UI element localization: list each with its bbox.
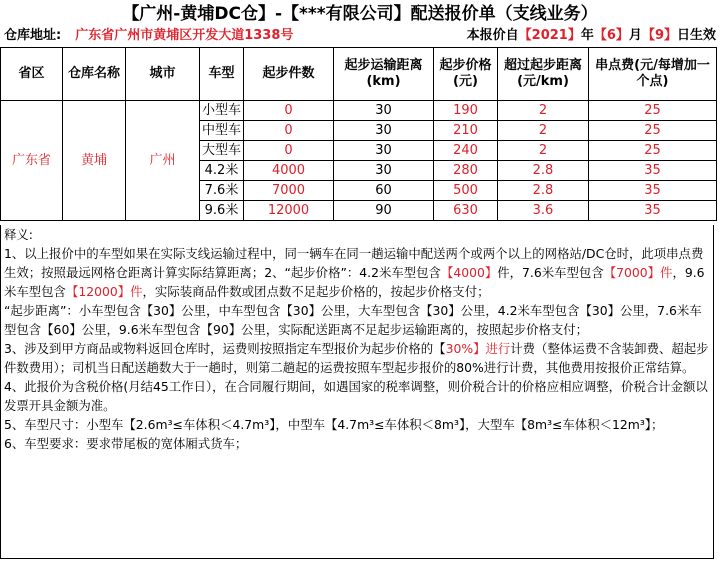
note-1-text-3: ，9.6米车型包含 [4, 265, 705, 299]
note-3-percent: 30%】进行 [445, 341, 511, 356]
cell-price: 210 [434, 121, 498, 141]
note-1-pieces-96: 【12000】 [65, 284, 131, 299]
header-province: 省区 [1, 48, 63, 101]
header-start-price: 起步价格(元) [434, 48, 498, 101]
note-1-pieces-76: 【7000】 [603, 265, 661, 280]
cell-distance: 30 [334, 141, 434, 161]
cell-distance: 30 [334, 161, 434, 181]
header-vehicle: 车型 [200, 48, 244, 101]
cell-distance: 30 [334, 121, 434, 141]
effective-prefix: 本报价自 [466, 28, 519, 43]
note-6: 6、车型要求：要求带尾板的宽体厢式货车； [4, 436, 248, 451]
note-1-text-2: 件，7.6米车型包含 [497, 265, 604, 280]
quote-table [0, 47, 717, 221]
cell-city: 广州 [126, 101, 200, 221]
cell-pieces: 4000 [244, 161, 334, 181]
note-5: 5、车型尺寸：小型车【2.6m³≤车体积＜4.7m³】，中型车【4.7m³≤车体积＜8m³】，大型车【8m³≤车体积＜12m³】； [4, 417, 664, 432]
cell-stop-fee: 25 [589, 141, 717, 161]
note-1 [4, 244, 710, 301]
header-city: 城市 [126, 48, 200, 101]
header-start-pieces: 起步件数 [244, 48, 334, 101]
effective-month: 【6】 [593, 28, 629, 43]
cell-pieces: 0 [244, 101, 334, 121]
cell-distance: 60 [334, 181, 434, 201]
cell-price: 630 [434, 201, 498, 221]
info-row [0, 26, 720, 46]
effective-year: 【2021】 [518, 28, 581, 43]
effective-day-unit: 日生效 [676, 28, 716, 43]
header-warehouse: 仓库名称 [63, 48, 126, 101]
note-1-text: 1、以上报价中的车型如果在实际支线运输过程中，同一辆车在同一趟运输中配送两个或两个以上的网格站/DC仓时，此项串点费生效；按照最远网格仓距离计算实际结算距离；2、“起步价格”：4.2米车型包含 [4, 246, 704, 280]
cell-price: 190 [434, 101, 498, 121]
address-value: 广东省广州市黄埔区开发大道1338号 [75, 28, 294, 43]
cell-vehicle: 大型车 [200, 141, 244, 161]
cell-over: 2 [498, 101, 589, 121]
cell-price: 280 [434, 161, 498, 181]
table-header-row [1, 48, 717, 101]
address-label: 仓库地址: [4, 28, 62, 43]
cell-stop-fee: 35 [589, 181, 717, 201]
note-1-pieces-42: 【4000】 [440, 265, 498, 280]
cell-over: 2 [498, 121, 589, 141]
cell-vehicle: 9.6米 [200, 201, 244, 221]
note-1-text-4: ，实际装商品件数或团点数不足起步价格的，按起步价格支付； [142, 284, 490, 299]
header-start-distance: 起步运输距离(km) [334, 48, 434, 101]
effective-day: 【9】 [641, 28, 677, 43]
cell-distance: 90 [334, 201, 434, 221]
warehouse-address [4, 26, 293, 46]
cell-over: 2.8 [498, 181, 589, 201]
cell-vehicle: 7.6米 [200, 181, 244, 201]
cell-stop-fee: 35 [589, 161, 717, 181]
cell-vehicle: 中型车 [200, 121, 244, 141]
cell-over: 2.8 [498, 161, 589, 181]
cell-pieces: 0 [244, 141, 334, 161]
note-1-unit: 件 [660, 265, 673, 280]
document-title: 【广州-黄埔DC仓】-【***有限公司】配送报价单（支线业务） [122, 4, 598, 24]
note-3-text-2: 计费（整体运费不含装卸费、超起步件数费用）；司机当日配送趟数大于一趟时，则第二趟起的运费按照车型起步报价的80%进行计费，其他费用按报价正常结算。 [4, 341, 709, 375]
notes-heading: 释义: [4, 227, 33, 242]
header-over-distance: 超过起步距离(元/km) [498, 48, 589, 101]
cell-pieces: 12000 [244, 201, 334, 221]
cell-province: 广东省 [1, 101, 63, 221]
cell-pieces: 7000 [244, 181, 334, 201]
cell-stop-fee: 25 [589, 121, 717, 141]
cell-price: 240 [434, 141, 498, 161]
header-stop-fee: 串点费(元/每增加一个点) [589, 48, 717, 101]
table-row [1, 101, 717, 121]
notes-section [0, 225, 714, 559]
cell-stop-fee: 35 [589, 201, 717, 221]
note-1-unit-2: 件 [130, 284, 143, 299]
effective-year-unit: 年 [580, 28, 594, 43]
note-3-text: 3、涉及到甲方商品或物料返回仓库时，运费则按照指定车型报价为起步价格的【 [4, 341, 446, 356]
note-2: “起步距离”：小车型包含【30】公里，中车型包含【30】公里，大车型包含【30】公里，4.2米车型包含【30】公里，7.6米车型包含【60】公里，9.6米车型包含【90】公里，实际配送距离不足起步运输距离的，按照起步价格支付； [4, 303, 702, 337]
cell-distance: 30 [334, 101, 434, 121]
cell-stop-fee: 25 [589, 101, 717, 121]
note-3 [4, 339, 710, 377]
effective-date [467, 26, 716, 46]
note-4: 4、此报价为含税价格(月结45工作日），在合同履行期间，如遇国家的税率调整，则价税合计的价格应相应调整，价税合计金额以发票开具金额为准。 [4, 379, 708, 413]
cell-vehicle: 4.2米 [200, 161, 244, 181]
cell-vehicle: 小型车 [200, 101, 244, 121]
cell-pieces: 0 [244, 121, 334, 141]
cell-over: 2 [498, 141, 589, 161]
effective-month-unit: 月 [628, 28, 642, 43]
cell-over: 3.6 [498, 201, 589, 221]
cell-price: 500 [434, 181, 498, 201]
cell-warehouse: 黄埔 [63, 101, 126, 221]
